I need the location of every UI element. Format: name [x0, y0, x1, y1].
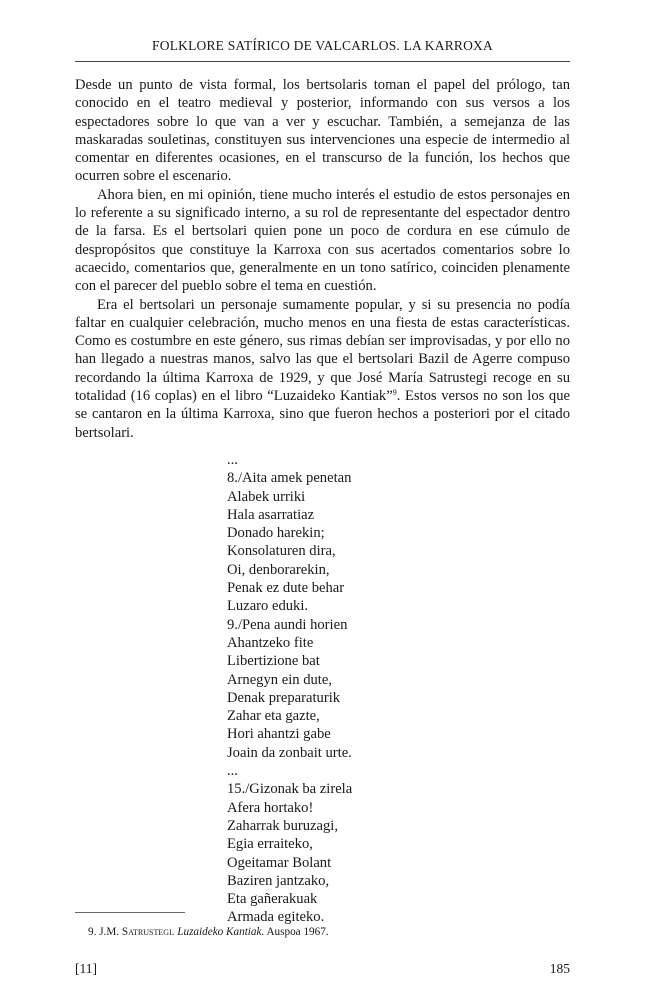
- verse-line: Baziren jantzako,: [227, 872, 330, 889]
- footnote-author-initials: J.M.: [99, 926, 120, 938]
- footnote-number: 9.: [88, 926, 97, 938]
- verse-line: Egia erraiteko,: [227, 836, 313, 853]
- verse-line: 9./Pena aundi horien: [227, 616, 348, 633]
- verse-line: Denak preparaturik: [227, 689, 341, 706]
- verse-line: Afera hortako!: [227, 799, 314, 816]
- verse-line: Zahar eta gazte,: [227, 708, 320, 725]
- verse-line: Zaharrak buruzagi,: [227, 817, 339, 834]
- footnote-rule: [75, 912, 185, 913]
- footnote: [88, 926, 329, 938]
- verse-line: 15./Gizonak ba zirela: [227, 781, 353, 798]
- header-rule: [75, 61, 570, 62]
- footnote-author-surname: Satrustegi.: [121, 926, 175, 938]
- verse-line: Konsolaturen dira,: [227, 543, 336, 560]
- verse-line: Arnegyn ein dute,: [227, 671, 332, 688]
- verse-line: Armada egiteko.: [227, 909, 325, 926]
- footnote-book-title: Luzaideko Kantiak.: [177, 926, 265, 938]
- paragraph-3-text-a: Era el bertsolari un personaje sumamente popular, y si su presencia no podía faltar en cualquier celebración, mucho menos en una fiesta de estas características. Como es costumbre en este género, sus rimas debían ser improvisadas, y por ello no han llegado a nuestras manos, salvo las que el bertsolari Bazil de Agerre compuso recordando la última Karroxa de 1929, y que José María Satrustegi recoge en su totalidad (16 coplas) en el libro “Luzaideko Kantiak”: [75, 296, 570, 405]
- verse-line: Hala asarratiaz: [227, 506, 315, 523]
- verse-line: Libertizione bat: [227, 653, 320, 670]
- folio-left: [11]: [75, 961, 97, 976]
- verse-line: Oi, denborarekin,: [227, 561, 330, 578]
- verse-line: Alabek urriki: [227, 488, 306, 505]
- verse-line: Hori ahantzi gabe: [227, 726, 331, 743]
- body-text: [75, 76, 570, 442]
- verse-line: Donado harekin;: [227, 525, 325, 542]
- paragraph-2: Ahora bien, en mi opinión, tiene mucho interés el estudio de estos personajes en lo referente a su significado interno, a su rol de representante del espectador dentro de la farsa. Es el bertsolari quien pone un poco de cordura en ese cúmulo de despropósitos que constituye la Karroxa con sus acertados comentarios sobre lo acaecido, comentarios que, generalmente en un tono satírico, coinciden plenamente con el parecer del pueblo sobre el tema en cuestión.: [75, 186, 570, 295]
- verse-line: ...: [227, 452, 238, 468]
- page-number: 185: [549, 961, 570, 976]
- paragraph-3-text-b: . Estos versos no son los que se cantaron en la última Karroxa, sino que fueron hechos a posteriori por el citado bertsolari.: [75, 388, 570, 441]
- footnote-reference[interactable]: 9: [392, 388, 397, 398]
- running-header: FOLKLORE SATÍRICO DE VALCARLOS. LA KARROXA: [152, 38, 493, 53]
- verse-line: 8./Aita amek penetan: [227, 470, 352, 487]
- paragraph-3: [75, 296, 570, 442]
- verse-line: Ahantzeko fite: [227, 634, 314, 651]
- footnote-publisher: Auspoa 1967.: [266, 926, 329, 938]
- verse-line: ...: [227, 763, 238, 780]
- verse-block: [227, 451, 352, 927]
- paragraph-1: Desde un punto de vista formal, los bertsolaris toman el papel del prólogo, tan conocido en el teatro medieval y posterior, informando con sus versos a los espectadores sobre lo que van a ver y escuchar. También, a semejanza de las maskaradas souletinas, constituyen sus intervenciones una especie de intermedio al comentar en diferentes ocasiones, en el transcurso de la función, los hechos que ocurren sobre el escenario.: [75, 77, 570, 185]
- verse-line: Ogeitamar Bolant: [227, 854, 332, 871]
- verse-line: Penak ez dute behar: [227, 580, 345, 597]
- verse-line: Luzaro eduki.: [227, 598, 309, 615]
- verse-line: Eta gañerakuak: [227, 891, 318, 908]
- verse-line: Joain da zonbait urte.: [227, 744, 352, 761]
